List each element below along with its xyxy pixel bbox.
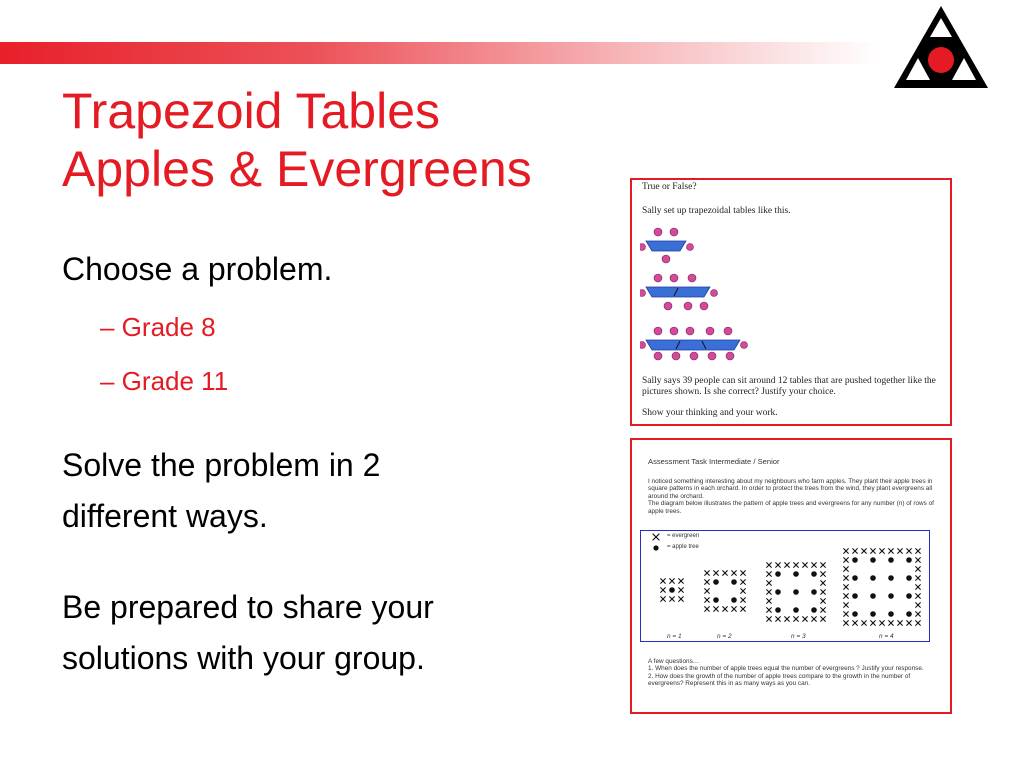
evergreen-mark: [766, 589, 771, 594]
apple-tree-mark: [793, 607, 799, 613]
share-line-1: Be prepared to share your: [62, 589, 434, 625]
header-gradient-bar: [0, 42, 880, 64]
evergreen-mark: [704, 579, 709, 584]
intro-line-2: square patterns in each orchard. In order to protect the trees from the wind, they plant evergreens all: [648, 485, 933, 493]
evergreen-mark: [888, 548, 893, 553]
evergreen-mark: [879, 548, 884, 553]
option-grade-8: – Grade 8: [100, 312, 216, 342]
evergreen-mark: [740, 597, 745, 602]
evergreen-mark: [775, 562, 780, 567]
slide-title: [62, 82, 622, 198]
apple-tree-mark: [888, 611, 894, 617]
choose-problem-text: Choose a problem.: [62, 251, 333, 287]
task-intro: Sally set up trapezoidal tables like this.: [642, 206, 791, 216]
legend-apple: = apple tree: [667, 544, 699, 550]
apple-tree-mark: [906, 611, 912, 617]
apple-tree-mark: [852, 575, 858, 581]
evergreen-mark: [766, 616, 771, 621]
evergreen-mark: [915, 620, 920, 625]
apple-tree-mark: [906, 575, 912, 581]
intro-line-1: I noticed something interesting about my neighbours who farm apples. They plant their apple trees in: [648, 478, 933, 485]
evergreen-mark: [870, 548, 875, 553]
grade-8-task-image: [630, 178, 952, 426]
evergreen-mark: [820, 616, 825, 621]
evergreen-mark: [843, 566, 848, 571]
apple-tree-mark: [731, 597, 737, 603]
evergreen-mark: [915, 575, 920, 580]
evergreen-mark: [820, 607, 825, 612]
orchard-diagram: [640, 530, 930, 642]
evergreen-mark: [704, 606, 709, 611]
evergreen-mark: [915, 593, 920, 598]
title-line-2: Apples & Evergreens: [62, 141, 532, 197]
solve-text: [62, 440, 380, 542]
evergreen-mark: [722, 570, 727, 575]
intro-line-5: apple trees.: [648, 507, 682, 515]
task-question-line-2: pictures shown. Is she correct? Justify your choice.: [642, 387, 836, 397]
evergreen-mark: [906, 620, 911, 625]
apple-tree-mark: [793, 589, 799, 595]
evergreen-mark: [740, 579, 745, 584]
evergreen-mark: [660, 596, 665, 601]
evergreen-mark: [897, 620, 902, 625]
evergreen-mark: [766, 580, 771, 585]
evergreen-mark: [704, 588, 709, 593]
evergreen-mark: [870, 620, 875, 625]
evergreen-mark: [678, 587, 683, 592]
apple-tree-mark: [906, 593, 912, 599]
apple-tree-mark: [811, 589, 817, 595]
apple-tree-mark: [852, 611, 858, 617]
task-footer: Show your thinking and your work.: [642, 408, 778, 418]
evergreen-mark: [766, 562, 771, 567]
evergreen-mark: [915, 584, 920, 589]
n-label-2: n = 2: [717, 633, 732, 640]
apple-tree-mark: [888, 575, 894, 581]
triangle-logo-icon: [890, 4, 992, 90]
apple-tree-mark: [775, 571, 781, 577]
evergreen-mark: [915, 557, 920, 562]
evergreen-mark: [704, 597, 709, 602]
evergreen-mark: [731, 570, 736, 575]
evergreen-mark: [843, 557, 848, 562]
evergreen-mark: [897, 548, 902, 553]
assessment-intro: [648, 478, 944, 515]
apple-tree-mark: [713, 579, 719, 585]
apple-tree-mark: [888, 557, 894, 563]
evergreen-mark: [802, 562, 807, 567]
evergreen-mark: [784, 616, 789, 621]
evergreen-mark: [766, 607, 771, 612]
assessment-heading: Assessment Task Intermediate / Senior: [648, 457, 780, 466]
bottom-seats-row: [640, 350, 780, 364]
evergreen-mark: [843, 548, 848, 553]
evergreen-mark: [731, 606, 736, 611]
apple-tree-mark: [870, 575, 876, 581]
evergreen-mark: [766, 598, 771, 603]
evergreen-mark: [811, 616, 816, 621]
apple-tree-mark: [852, 557, 858, 563]
evergreen-mark: [906, 548, 911, 553]
evergreen-mark: [843, 602, 848, 607]
questions-heading: A few questions…: [648, 658, 700, 665]
option-grade-11: – Grade 11: [100, 366, 229, 396]
evergreen-mark: [740, 606, 745, 611]
share-line-2: solutions with your group.: [62, 640, 425, 676]
legend-evergreen: = evergreen: [667, 533, 700, 539]
evergreen-mark: [843, 611, 848, 616]
evergreen-mark: [713, 570, 718, 575]
apple-tree-mark: [906, 557, 912, 563]
question-2-line-2: evergreens? Represent this in as many ways as you can.: [648, 680, 810, 688]
apple-tree-mark: [775, 607, 781, 613]
evergreen-mark: [915, 602, 920, 607]
evergreen-mark: [843, 584, 848, 589]
evergreen-mark: [915, 566, 920, 571]
n-label-1: n = 1: [667, 633, 682, 640]
title-line-1: Trapezoid Tables: [62, 83, 441, 139]
apple-tree-mark: [669, 587, 675, 593]
apple-tree-mark: [811, 571, 817, 577]
evergreen-mark: [915, 548, 920, 553]
evergreen-mark: [660, 578, 665, 583]
trapezoid-tables-diagram: [640, 224, 780, 354]
evergreen-mark: [843, 620, 848, 625]
evergreen-mark: [740, 588, 745, 593]
apple-tree-mark: [775, 589, 781, 595]
evergreen-mark: [704, 570, 709, 575]
task-question-line-1: Sally says 39 people can sit around 12 tables that are pushed together like the: [642, 376, 936, 386]
apple-tree-mark: [870, 557, 876, 563]
evergreen-mark: [784, 562, 789, 567]
evergreen-mark: [820, 580, 825, 585]
evergreen-mark: [843, 575, 848, 580]
evergreen-mark: [722, 606, 727, 611]
apple-tree-mark: [793, 571, 799, 577]
intro-line-3: around the orchard.: [648, 492, 704, 500]
apple-tree-mark: [852, 593, 858, 599]
evergreen-mark: [820, 598, 825, 603]
apple-tree-mark: [811, 607, 817, 613]
n-label-3: n = 3: [791, 633, 806, 640]
solve-line-1: Solve the problem in 2: [62, 447, 381, 483]
evergreen-mark: [843, 593, 848, 598]
evergreen-mark: [861, 620, 866, 625]
evergreen-mark: [915, 611, 920, 616]
evergreen-mark: [766, 571, 771, 576]
evergreen-mark: [820, 562, 825, 567]
evergreen-mark: [678, 596, 683, 601]
evergreen-mark: [669, 578, 674, 583]
share-text: [62, 582, 434, 684]
task-question: [642, 376, 936, 398]
n-label-4: n = 4: [879, 633, 894, 640]
apple-tree-mark: [870, 593, 876, 599]
grade-11-task-image: [630, 438, 952, 714]
question-2-line-1: 2. How does the growth of the number of apple trees compare to the growth in the number of: [648, 672, 911, 680]
evergreen-mark: [713, 606, 718, 611]
evergreen-mark: [793, 616, 798, 621]
apple-tree-mark: [888, 593, 894, 599]
apple-tree-mark: [870, 611, 876, 617]
assessment-questions: [648, 658, 944, 688]
evergreen-mark: [802, 616, 807, 621]
evergreen-mark: [811, 562, 816, 567]
evergreen-mark: [888, 620, 893, 625]
evergreen-mark: [775, 616, 780, 621]
evergreen-mark: [793, 562, 798, 567]
evergreen-mark: [678, 578, 683, 583]
apple-tree-mark: [713, 597, 719, 603]
question-1: 1. When does the number of apple trees equal the number of evergreens ? Justify your response.: [648, 665, 924, 673]
apple-tree-mark: [731, 579, 737, 585]
evergreen-mark: [852, 620, 857, 625]
evergreen-mark: [820, 571, 825, 576]
evergreen-mark: [820, 589, 825, 594]
solve-line-2: different ways.: [62, 498, 268, 534]
evergreen-mark: [669, 596, 674, 601]
intro-line-4: The diagram below illustrates the pattern of apple trees and evergreens for any number (n) of rows of: [648, 500, 934, 508]
evergreen-mark: [879, 620, 884, 625]
task-heading: True or False?: [642, 182, 697, 192]
evergreen-mark: [861, 548, 866, 553]
evergreen-mark: [852, 548, 857, 553]
evergreen-mark: [740, 570, 745, 575]
evergreen-mark: [660, 587, 665, 592]
